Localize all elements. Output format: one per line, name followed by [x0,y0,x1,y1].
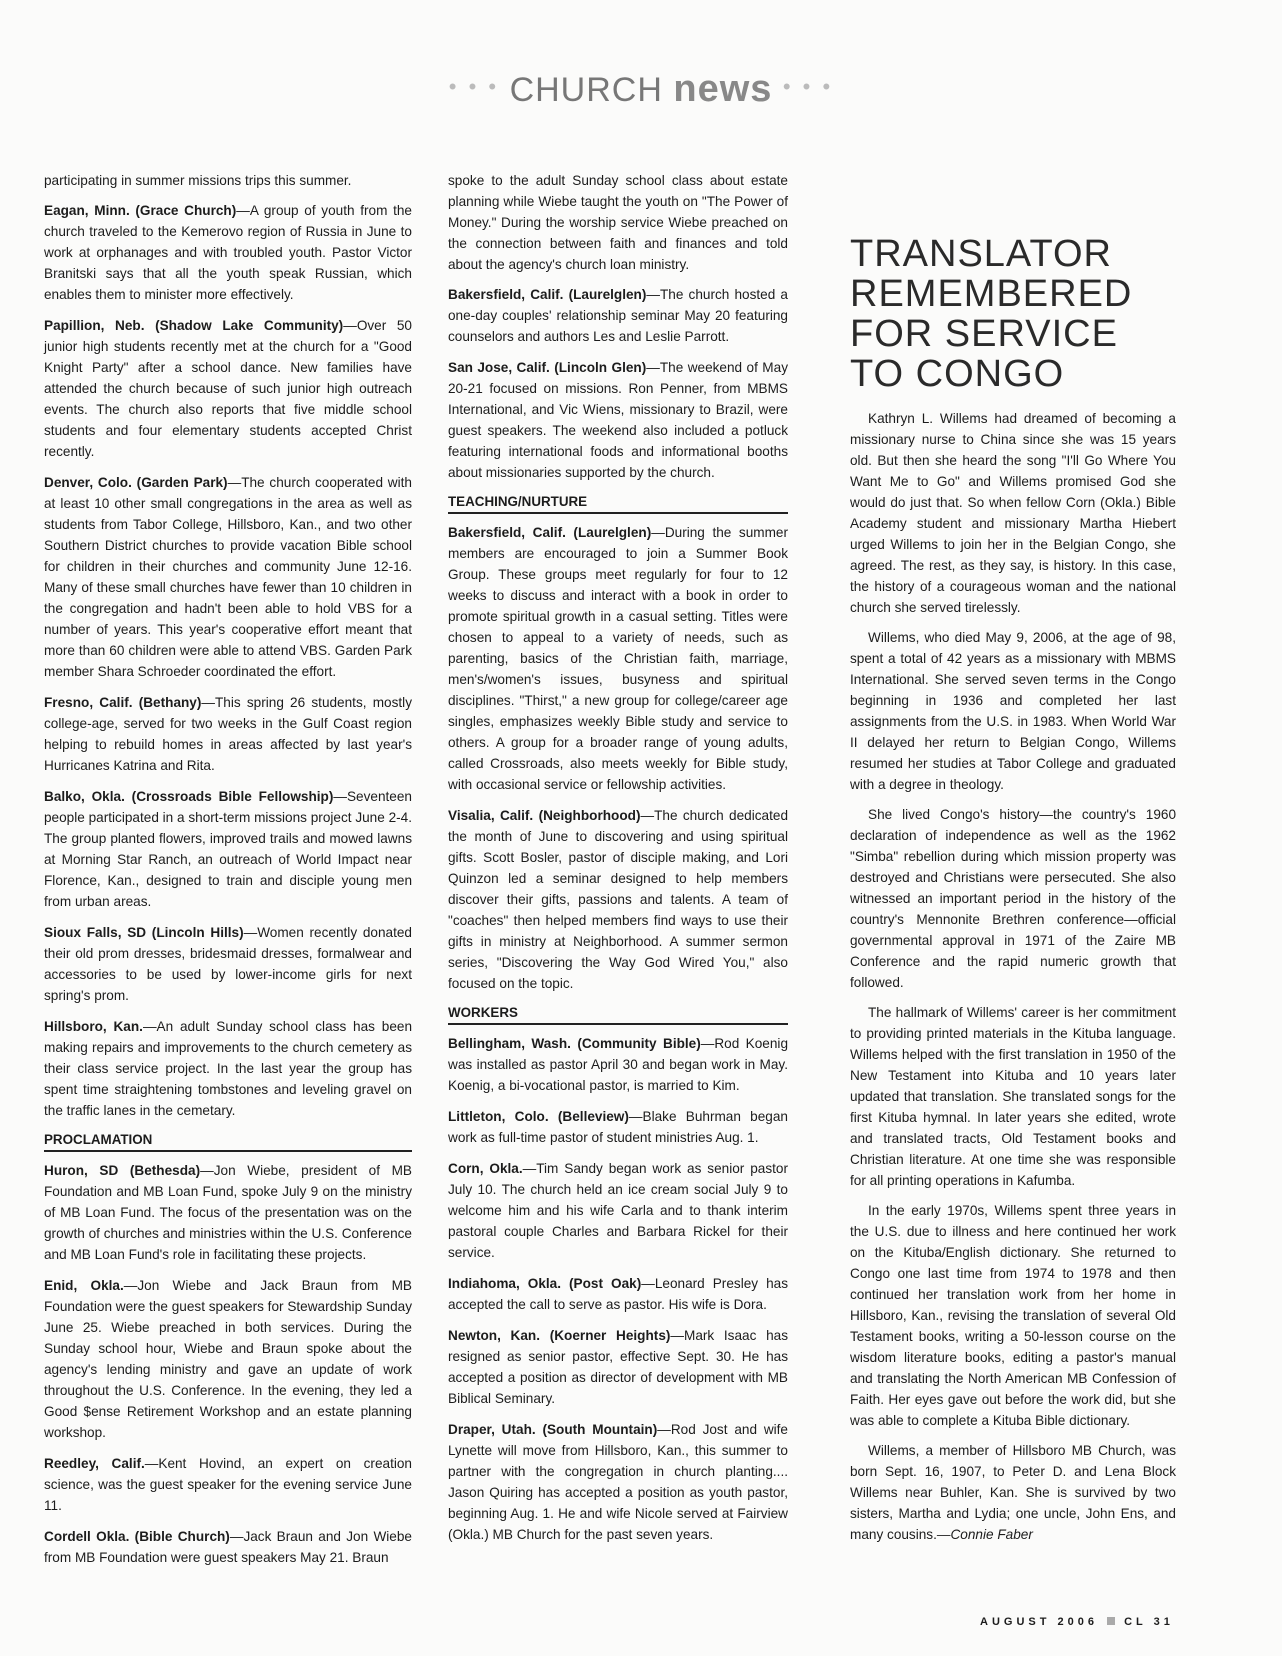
news-item-location: Bellingham, Wash. (Community Bible) [448,1036,701,1051]
news-item [448,1325,788,1409]
section-heading-workers: WORKERS [448,1004,788,1025]
folio-page: CL 31 [1124,1616,1174,1628]
news-item [448,284,788,347]
news-item [44,1160,412,1265]
news-item [44,786,412,912]
news-item-text: —Leonard Presley has accepted the call to serve as pastor. His wife is Dora. [448,1276,788,1312]
section-heading-proclamation: PROCLAMATION [44,1131,412,1152]
news-item-location: Visalia, Calif. (Neighborhood) [448,808,641,823]
feature-article [850,234,1176,1554]
continued-text: participating in summer missions trips this summer. [44,173,352,188]
news-item [448,1106,788,1148]
news-item-text: —Kent Hovind, an expert on creation science, was the guest speaker for the evening service June 11. [44,1456,412,1513]
news-item [44,692,412,776]
news-item-text: —The church dedicated the month of June to discovering and using spiritual gifts. Scott Bosler, pastor of disciple making, and Lori Quinzon led a seminar designed to help members discover their gifts, passions and talents. A team of "coaches" then helped members find ways to use their gifts in ministry at Neighborhood. A summer sermon series, "Discovering the Way God Wired You," also focused on the topic. [448,808,788,991]
news-item-text: —During the summer members are encouraged to join a Summer Book Group. These groups meet regularly for four to 12 weeks to discuss and interact with a book in order to promote spiritual growth in a casual setting. Titles were chosen to appeal to a variety of needs, such as parenting, basics of the Christian faith, marriage, men's/women's issues, busyness and spiritual disciplines. "Thirst," a new group for college/career age singles, emphasizes weekly Bible study and service to others. A group for a broader range of young adults, called Crossroads, also meets weekly for Bible study, with occasional service or fellowship activities. [448,525,788,792]
news-item-text: —This spring 26 students, mostly college-age, served for two weeks in the Gulf Coast region helping to rebuild homes in areas affected by last year's Hurricanes Katrina and Rita. [44,695,412,773]
news-item-location: Fresno, Calif. (Bethany) [44,695,202,710]
news-item-text: —The weekend of May 20-21 focused on missions. Ron Penner, from MBMS International, and Vic Wiens, missionary to Brazil, were guest speakers. The weekend also included a potluck featuring international foods and informational booths about missionaries supported by the church. [448,360,788,480]
news-item [44,1016,412,1121]
news-item-text: —A group of youth from the church traveled to the Kemerovo region of Russia in June to work at orphanages and with troubled youth. Pastor Victor Branitski says that all the youth speak Russian, which enables them to minister more effectively. [44,203,412,302]
paragraph-text: In the early 1970s, Willems spent three years in the U.S. due to illness and here continued her work on the Kituba/English dictionary. She returned to Congo one last time from 1974 to 1978 and then continued her translation work from her home in Hillsboro, Kan., revising the translation of several Old Testament books, writing a 50-lesson course on the wisdom literature books, editing a pastor's manual and translating the North American MB Confession of Faith. Her eyes gave out before the work did, but she was able to complete a Kituba Bible dictionary. [850,1203,1176,1428]
author-byline: —Connie Faber [936,1527,1033,1542]
column-2 [448,170,788,1555]
news-item-location: Hillsboro, Kan. [44,1019,143,1034]
article-paragraph [850,408,1176,618]
news-item-location: Huron, SD (Bethesda) [44,1163,201,1178]
news-item-location: Indiahoma, Okla. (Post Oak) [448,1276,642,1291]
news-item-text: —Jon Wiebe and Jack Braun from MB Foundation were the guest speakers for Stewardship Sunday June 25. Wiebe preached in both services. During the Sunday school hour, Wiebe and Braun spoke about the agency's lending ministry and gave an update of work throughout the U.S. Conference. In the evening, they led a Good $ense Retirement Workshop and an estate planning workshop. [44,1278,413,1440]
news-item-location: Enid, Okla. [44,1278,124,1293]
news-item [44,1275,412,1443]
news-item-location: Sioux Falls, SD (Lincoln Hills) [44,925,244,940]
paragraph-text: She lived Congo's history—the country's 1960 declaration of independence as well as the 1962 "Simba" rebellion during which mission property was destroyed and Christians were persecuted. She also witnessed an important period in the history of the country's Mennonite Brethren conference—official governmental approval in 1971 of the Zaire MB Conference and the rapid numeric growth that followed. [850,807,1176,990]
news-item-location: Eagan, Minn. (Grace Church) [44,203,237,218]
folio-square-icon [1107,1617,1115,1625]
paragraph-text: Kathryn L. Willems had dreamed of becoming a missionary nurse to China since she was 15 years old. But then she heard the song "I'll Go Where You Want Me to Go" and Willems promised God she would do just that. So when fellow Corn (Okla.) Bible Academy student and missionary Martha Hiebert urged Willems to join her in the Belgian Congo, she agreed. The rest, as they say, is history. In this case, the history of a courageous woman and the national church she served tirelessly. [850,411,1176,615]
news-item-location: San Jose, Calif. (Lincoln Glen) [448,360,647,375]
news-item-location: Littleton, Colo. (Belleview) [448,1109,629,1124]
news-item-text: —Jack Braun and Jon Wiebe from MB Foundation were guest speakers May 21. Braun [44,1529,412,1565]
news-item-location: Bakersfield, Calif. (Laurelglen) [448,287,647,302]
article-body [850,408,1176,1545]
news-item-text: —Rod Koenig was installed as pastor April 30 and began work in May. Koenig, a bi-vocational pastor, is married to Kim. [448,1036,789,1093]
news-item-location: Denver, Colo. (Garden Park) [44,475,228,490]
news-item-location: Cordell Okla. (Bible Church) [44,1529,230,1544]
news-item [44,922,412,1006]
news-item-text: —Seventeen people participated in a short-term missions project June 2-4. The group planted flowers, improved trails and mowed lawns at Morning Star Ranch, an outreach of World Impact near Florence, Kan., designed to train and disciple young men from urban areas. [44,789,412,909]
article-paragraph [850,1200,1176,1431]
article-paragraph [850,1440,1176,1545]
page-folio [980,1616,1174,1628]
news-item [44,200,412,305]
section-heading-teaching: TEACHING/NURTURE [448,493,788,514]
header-church: CHURCH [509,71,663,109]
news-item-location: Balko, Okla. (Crossroads Bible Fellowship) [44,789,334,804]
news-item-location: Corn, Okla. [448,1161,523,1176]
news-item-location: Newton, Kan. (Koerner Heights) [448,1328,671,1343]
news-item [448,1273,788,1315]
news-item-text: —The church cooperated with at least 10 other small congregations in the area as well as students from Tabor College, Hillsboro, Kan., and two other Southern District churches to provide vacation Bible school for children in their churches and community June 12-16. Many of these small churches have fewer than 10 children in the congregation and hadn't been able to hold VBS for a number of years. This year's cooperative effort meant that more than 60 children were able to attend VBS. Garden Park member Shara Schroeder coordinated the effort. [44,475,412,679]
news-item-text: —An adult Sunday school class has been making repairs and improvements to the church cemetery as their class service project. In the last year the group has spent time straightening tombstones and leveling gravel on the traffic lanes in the cemetary. [44,1019,413,1118]
news-item-location: Reedley, Calif. [44,1456,145,1471]
news-items [44,1160,412,1568]
news-item-text: —Jon Wiebe, president of MB Foundation and MB Loan Fund, spoke July 9 on the ministry of MB Loan Fund. The focus of the presentation was on the growth of churches and ministries within the U.S. Conference and MB Loan Fund's role in facilitating these projects. [44,1163,412,1262]
news-item [448,522,788,795]
news-item [44,315,412,462]
news-item [44,1526,412,1568]
continued-text: spoke to the adult Sunday school class about estate planning while Wiebe taught the youth on "The Power of Money." During the worship service Wiebe preached on the connection between faith and finances and told about the agency's church loan ministry. [448,173,788,272]
header-dots-right: • • • [782,74,834,99]
news-item [448,1158,788,1263]
news-item [448,1033,788,1096]
news-item-text: —Women recently donated their old prom dresses, bridesmaid dresses, formalwear and accessories to be used by lower-income girls for next spring's prom. [44,925,412,1003]
header-dots-left: • • • [448,74,500,99]
folio-date: AUGUST 2006 [980,1616,1098,1628]
news-item [44,1453,412,1516]
paragraph-text: Willems, a member of Hillsboro MB Church, was born Sept. 16, 1907, to Peter D. and Lena Block Willems near Buhler, Kan. She is survived by two sisters, Martha and Lydia; one uncle, John Ens, and many cousins. [850,1443,1176,1542]
news-item-text: —Blake Buhrman began work as full-time pastor of student ministries Aug. 1. [448,1109,788,1145]
news-items [448,522,788,994]
article-paragraph [850,627,1176,795]
column-1 [44,170,412,1578]
news-item-text: —Rod Jost and wife Lynette will move from Hillsboro, Kan., this summer to partner with the congregation in church planting.... Jason Quiring has accepted a position as youth pastor, beginning Aug. 1. He and wife Nicole served at Fairview (Okla.) MB Church for the past seven years. [448,1422,788,1542]
news-item-text: —Tim Sandy began work as senior pastor July 10. The church held an ice cream social July 9 to welcome him and his wife Carla and to thank interim pastoral couple Charles and Barbara Rickel for their service. [448,1161,788,1260]
news-items [448,1033,788,1545]
news-item-location: Bakersfield, Calif. (Laurelglen) [448,525,652,540]
news-item [448,1419,788,1545]
news-item [448,805,788,994]
news-items [448,284,788,483]
news-item-location: Papillion, Neb. (Shadow Lake Community) [44,318,344,333]
news-item-text: —Mark Isaac has resigned as senior pastor, effective Sept. 30. He has accepted a position as director of development with MB Biblical Seminary. [448,1328,788,1406]
news-items [44,200,412,1121]
paragraph-text: The hallmark of Willems' career is her commitment to providing printed materials in the Kituba language. Willems helped with the first translation in 1950 of the New Testament into Kituba and 10 years later updated that translation. She translated songs for the first Kituba hymnal. In later years she edited, wrote and translated tracts, Old Testament books and Christian literature. At one time she was responsible for all printing operations in Kafumba. [850,1005,1176,1188]
news-item-text: —Over 50 junior high students recently met at the church for a "Good Knight Party" after a school dance. New families have attended the church because of such junior high outreach events. The church also reports that five middle school students and four elementary students accepted Christ recently. [44,318,412,459]
news-item [448,357,788,483]
section-header [0,68,1282,111]
news-item-text: —The church hosted a one-day couples' relationship seminar May 20 featuring counselors and authors Les and Leslie Parrott. [448,287,788,344]
paragraph-text: Willems, who died May 9, 2006, at the age of 98, spent a total of 42 years as a missionary with MBMS International. She served seven terms in the Congo beginning in 1936 and completed her last assignments from the U.S. in 1983. When World War II delayed her return to Belgian Congo, Willems resumed her studies at Tabor College and graduated with a degree in theology. [850,630,1176,792]
article-paragraph [850,804,1176,993]
article-title: TRANSLATOR REMEMBERED FOR SERVICE TO CONGO [850,233,1133,395]
article-paragraph [850,1002,1176,1191]
news-item-location: Draper, Utah. (South Mountain) [448,1422,658,1437]
header-news: news [673,68,773,110]
news-item [44,472,412,682]
